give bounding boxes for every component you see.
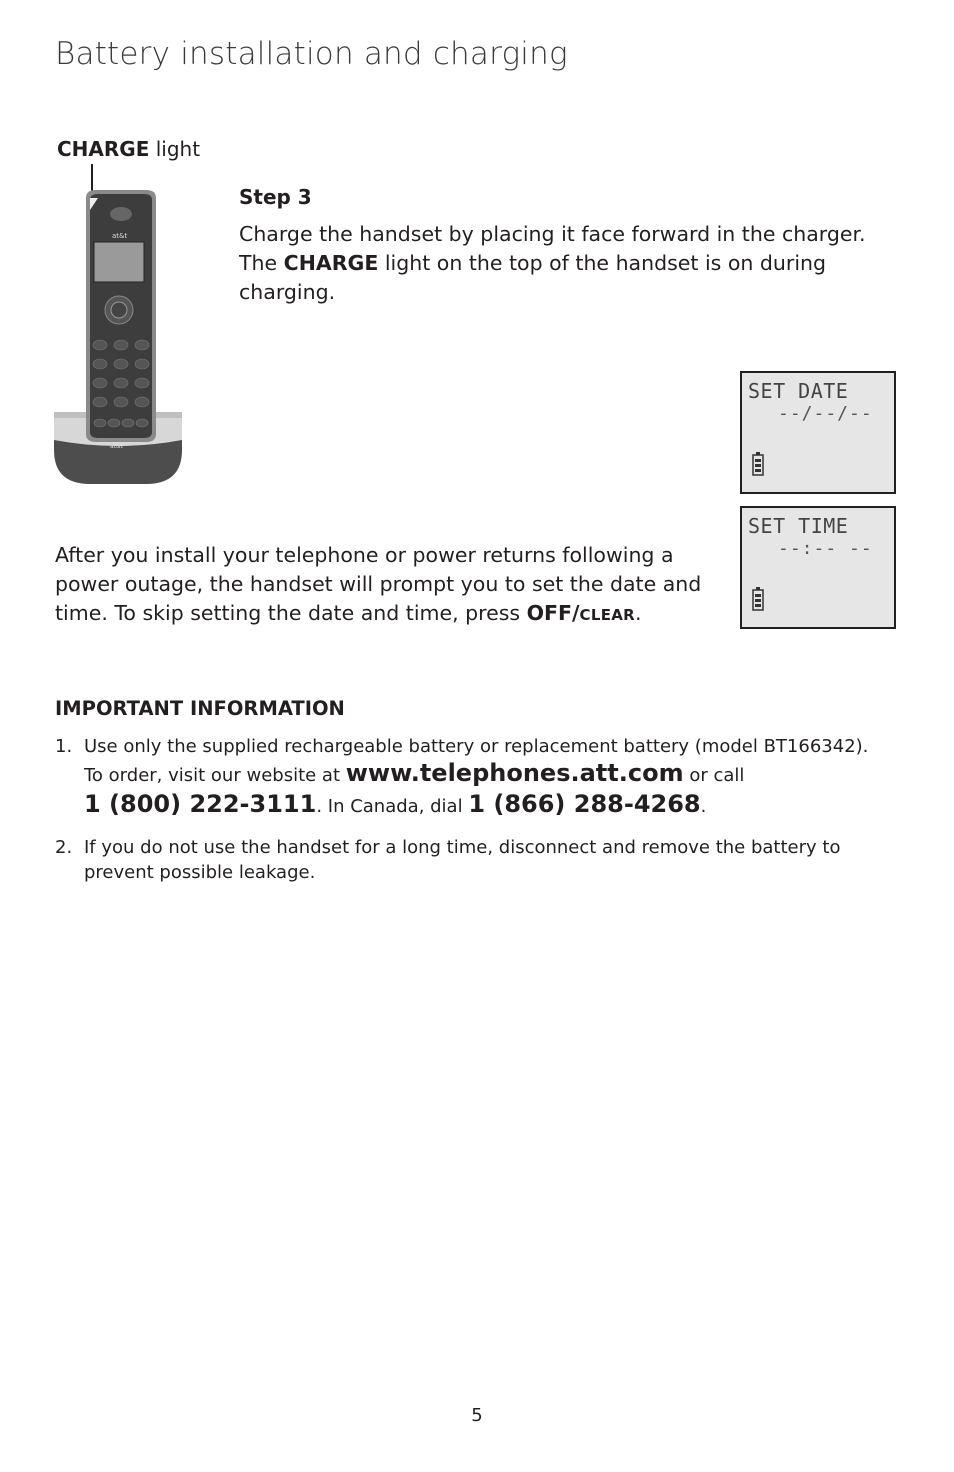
clear-key-label: CLEAR bbox=[579, 606, 636, 624]
item1-line3 bbox=[84, 790, 905, 821]
page-number: 5 bbox=[471, 1405, 483, 1426]
battery-icon bbox=[752, 452, 764, 476]
website-link[interactable]: www.telephones.att.com bbox=[345, 759, 684, 787]
important-information-heading: IMPORTANT INFORMATION bbox=[55, 697, 345, 720]
step-text bbox=[239, 220, 889, 307]
intro-text-body: After you install your telephone or power returns following a power outage, the handset will prompt you to set the date and time. To skip setting the date and time, press bbox=[55, 543, 702, 625]
charge-light-label bbox=[57, 137, 200, 161]
set-time-screen bbox=[740, 506, 896, 629]
list-item bbox=[55, 835, 905, 885]
charge-label-bold: CHARGE bbox=[57, 137, 150, 161]
item1-end: . bbox=[700, 796, 707, 817]
canada-phone-number: 1 (866) 288-4268 bbox=[468, 790, 701, 818]
step-text-part2: light on the top of the handset is on during charging. bbox=[239, 251, 827, 304]
item1-canada-text: . In Canada, dial bbox=[316, 796, 469, 817]
set-date-title: SET DATE bbox=[748, 379, 849, 403]
item2-text: If you do not use the handset for a long time, disconnect and remove the battery to prevent possible leakage. bbox=[84, 837, 841, 883]
list-item-number: 2. bbox=[55, 837, 73, 858]
set-time-value: --:-- -- bbox=[778, 538, 873, 559]
item1-or-call: or call bbox=[683, 765, 745, 786]
battery-icon bbox=[752, 587, 764, 611]
svg-text:at&t: at&t bbox=[112, 232, 128, 240]
item1-order-text: To order, visit our website at bbox=[84, 765, 346, 786]
list-item-number: 1. bbox=[55, 736, 73, 757]
svg-text:at&t: at&t bbox=[110, 443, 124, 450]
off-key-label: OFF/ bbox=[526, 601, 580, 625]
step-title: Step 3 bbox=[239, 185, 312, 209]
date-time-prompt-text bbox=[55, 541, 715, 630]
set-time-title: SET TIME bbox=[748, 514, 849, 538]
us-phone-number: 1 (800) 222-3111 bbox=[84, 790, 317, 818]
set-date-value: --/--/-- bbox=[778, 403, 873, 424]
charge-label-rest: light bbox=[149, 137, 201, 161]
item1-line2 bbox=[84, 759, 905, 790]
handset-in-charger-illustration bbox=[50, 190, 186, 490]
page-title: Battery installation and charging bbox=[55, 36, 568, 72]
important-information-list bbox=[55, 734, 905, 885]
item1-line1: Use only the supplied rechargeable battery or replacement battery (model BT166342). bbox=[84, 736, 869, 757]
set-date-screen bbox=[740, 371, 896, 494]
intro-text-end: . bbox=[635, 601, 642, 625]
step-text-part1: Charge the handset by placing it face forward in the charger. The bbox=[239, 222, 866, 275]
list-item bbox=[55, 734, 905, 821]
step-text-charge: CHARGE bbox=[283, 251, 379, 275]
